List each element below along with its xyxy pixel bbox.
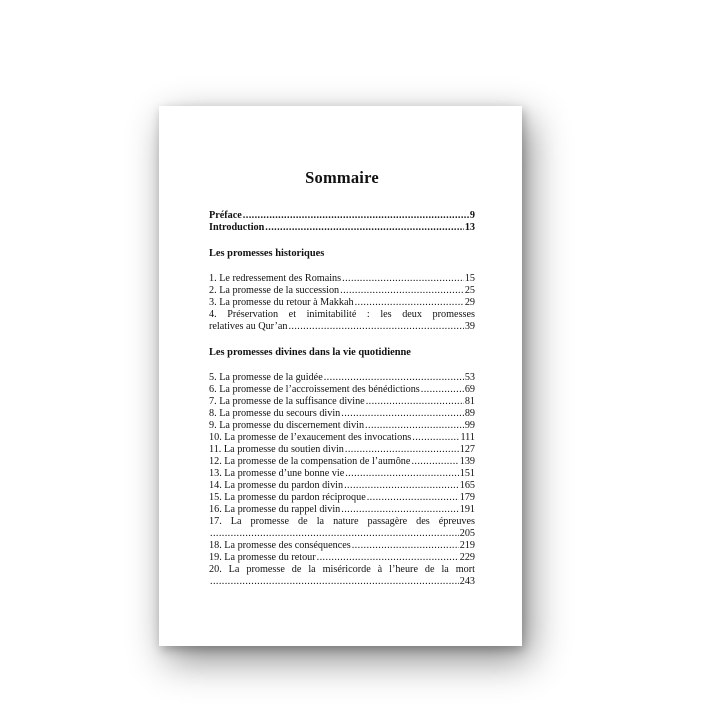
toc-entry <box>209 408 475 420</box>
toc-entry-page: 15 <box>464 273 475 284</box>
dot-leader <box>345 444 459 456</box>
toc-entry-page: 29 <box>464 297 475 308</box>
toc-entry <box>209 540 475 552</box>
toc-entry-page: 205 <box>459 528 475 539</box>
toc-entry-label: 7. La promesse de la suffisance divine <box>209 396 365 407</box>
toc-entry <box>209 444 475 456</box>
toc-entry-label: 12. La promesse de la compensation de l’aumône <box>209 456 411 467</box>
dot-leader <box>366 396 464 408</box>
toc-entry <box>209 372 475 384</box>
toc-entry-page: 99 <box>464 420 475 431</box>
toc-entry <box>209 468 475 480</box>
book-page <box>159 106 522 646</box>
dot-leader <box>365 420 464 432</box>
toc-entry-page: 69 <box>464 384 475 395</box>
dot-leader <box>210 576 459 588</box>
section-heading-daily-life: Les promesses divines dans la vie quotidienne <box>209 347 411 358</box>
toc-entry <box>209 552 475 564</box>
toc-entry-page: 39 <box>464 321 475 332</box>
toc-entry-page: 13 <box>464 222 475 233</box>
toc-entry-line2 <box>209 321 475 333</box>
toc-entry <box>209 504 475 516</box>
dot-leader <box>421 384 464 396</box>
toc-entry-line2 <box>209 576 475 588</box>
toc-entry-page: 243 <box>459 576 475 587</box>
toc-entry <box>209 273 475 285</box>
toc-entry-label: 19. La promesse du retour <box>209 552 316 563</box>
toc-entry-line2 <box>209 528 475 540</box>
toc-entry-label: 3. La promesse du retour à Makkah <box>209 297 354 308</box>
toc-entry-label: Introduction <box>209 222 265 233</box>
toc-entry <box>209 384 475 396</box>
toc-entry-label: 8. La promesse du secours divin <box>209 408 341 419</box>
toc-entry-page: 9 <box>469 210 475 221</box>
toc-entry-label: 15. La promesse du pardon réciproque <box>209 492 366 503</box>
toc-entry-page: 219 <box>459 540 475 551</box>
toc-entry-label: relatives au Qur’an <box>209 321 288 332</box>
toc-entry <box>209 285 475 297</box>
toc-entry <box>209 297 475 309</box>
toc-entry-label: 18. La promesse des conséquences <box>209 540 351 551</box>
toc-entry-label: 2. La promesse de la succession <box>209 285 340 296</box>
dot-leader <box>367 492 459 504</box>
dot-leader <box>340 285 464 297</box>
dot-leader <box>355 297 464 309</box>
dot-leader <box>412 432 459 444</box>
dot-leader <box>344 480 459 492</box>
dot-leader <box>317 552 459 564</box>
toc-entry-line1: 4. Préservation et inimitabilité : les deux promesses <box>209 309 475 320</box>
toc-entry-label: 9. La promesse du discernement divin <box>209 420 365 431</box>
toc-entry <box>209 432 475 444</box>
toc-entry-label: 16. La promesse du rappel divin <box>209 504 341 515</box>
toc-entry-page: 81 <box>464 396 475 407</box>
table-of-contents <box>209 168 475 588</box>
toc-entry <box>209 456 475 468</box>
toc-entry-line1: 17. La promesse de la nature passagère des épreuves <box>209 516 475 527</box>
toc-entry-page: 89 <box>464 408 475 419</box>
toc-entry-page: 165 <box>459 480 475 491</box>
dot-leader <box>341 504 458 516</box>
toc-list <box>209 372 475 516</box>
toc-entry-label: Préface <box>209 210 242 221</box>
toc-entry-page: 53 <box>464 372 475 383</box>
toc-entry-introduction <box>209 222 475 234</box>
page-title: Sommaire <box>305 168 379 187</box>
dot-leader <box>411 456 458 468</box>
dot-leader <box>243 210 469 222</box>
dot-leader <box>210 528 459 540</box>
toc-entry-page: 139 <box>459 456 475 467</box>
dot-leader <box>342 273 464 285</box>
toc-entry <box>209 396 475 408</box>
toc-list <box>209 540 475 564</box>
toc-entry-page: 111 <box>460 432 475 443</box>
dot-leader <box>341 408 464 420</box>
section-heading-historical: Les promesses historiques <box>209 248 325 259</box>
toc-entry <box>209 492 475 504</box>
toc-entry-label: 14. La promesse du pardon divin <box>209 480 344 491</box>
dot-leader <box>288 321 463 333</box>
toc-entry-page: 179 <box>459 492 475 503</box>
toc-entry <box>209 480 475 492</box>
toc-entry-page: 229 <box>459 552 475 563</box>
toc-entry-line1: 20. La promesse de la miséricorde à l’heure de la mort <box>209 564 475 575</box>
toc-entry-page: 151 <box>459 468 475 479</box>
toc-entry <box>209 420 475 432</box>
toc-entry-page: 191 <box>459 504 475 515</box>
toc-entry-page: 25 <box>464 285 475 296</box>
toc-entry-label: 1. Le redressement des Romains <box>209 273 342 284</box>
dot-leader <box>345 468 458 480</box>
dot-leader <box>352 540 459 552</box>
toc-entry-label: 11. La promesse du soutien divin <box>209 444 344 455</box>
toc-entry-label: 5. La promesse de la guidée <box>209 372 323 383</box>
toc-entry-label: 10. La promesse de l’exaucement des invocations <box>209 432 412 443</box>
dot-leader <box>324 372 464 384</box>
toc-entry-label: 6. La promesse de l’accroissement des bénédictions <box>209 384 420 395</box>
toc-entry-preface <box>209 210 475 222</box>
dot-leader <box>265 222 464 234</box>
toc-entry-label: 13. La promesse d’une bonne vie <box>209 468 345 479</box>
toc-entry-page: 127 <box>459 444 475 455</box>
